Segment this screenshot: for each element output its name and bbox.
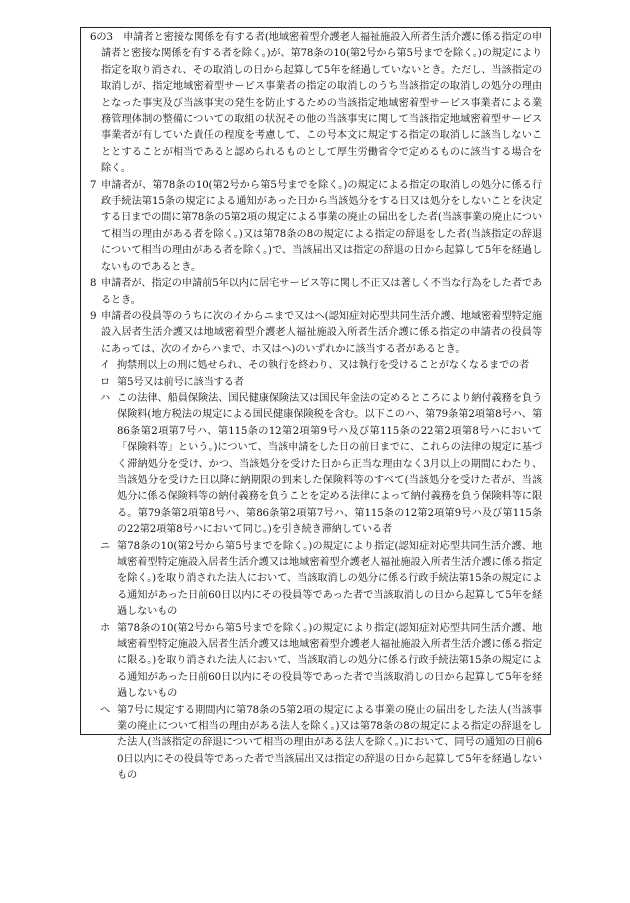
subclause-mark: ヘ xyxy=(100,704,111,716)
clause-9 xyxy=(90,309,542,358)
document-frame xyxy=(80,27,551,782)
subclause-ho xyxy=(90,621,542,703)
subclause-mark: イ xyxy=(100,360,111,372)
subclause-text: 第7号に規定する期間内に第78条の5第2項の規定による事業の廃止の届出をした法人(当該事業の廃止について相当の理由がある法人を除く。)又は第78条の8の規定による指定の辞退をした法人(当該指定の辞退について相当の理由がある法人を除く。)において、同号の通知の日前60日以内にその役員等であった者で当該届出又は指定の辞退の日から起算して5年を経過しないもの xyxy=(117,704,542,782)
subclause-text: 第5号又は前号に該当する者 xyxy=(117,376,244,388)
subclause-i xyxy=(90,358,542,374)
subclause-text: 第78条の10(第2号から第5号までを除く。)の規定により指定(認知症対応型共同生活介護、地域密着型特定施設入居者生活介護又は地域密着型介護老人福祉施設入所者生活介護に係る指定を除く。)を取り消された法人において、当該取消しの処分に係る行政手続法第15条の規定による通知があった日前60日以内にその役員等であった者で当該取消しの日から起算して5年を経過しないもの xyxy=(117,540,542,618)
subclause-mark: ロ xyxy=(100,376,111,388)
clause-text: 申請者が、第78条の10(第2号から第5号までを除く。)の規定による指定の取消しの処分に係る行政手続法第15条の規定による通知があった日から当該処分をする日又は処分をしないことを決定する日までの間に第78条の5第2項の規定による事業の廃止の届出をした者(当該事業の廃止について相当の理由がある者を除く。)又は第78条の8の規定による指定の辞退をした者(当該指定の辞退について相当の理由がある者を除く。)で、当該届出又は指定の辞退の日から起算して5年を経過しないものであるとき。 xyxy=(101,179,542,273)
subclause-text: 拘禁刑以上の刑に処せられ、その執行を終わり、又は執行を受けることがなくなるまでの者 xyxy=(117,360,530,372)
subclause-text: 第78条の10(第2号から第5号までを除く。)の規定により指定(認知症対応型共同生活介護、地域密着型特定施設入居者生活介護又は地域密着型介護老人福祉施設入所者生活介護に係る指定に限る。)を取り消された法人において、当該取消しの処分に係る行政手続法第15条の規定による通知があった日前60日以内にその役員等であった者で当該取消しの日から起算して5年を経過しないもの xyxy=(117,622,542,700)
clause-6-3 xyxy=(90,30,542,178)
clause-8 xyxy=(90,276,542,309)
subclause-mark: ニ xyxy=(100,540,111,552)
subclause-ro xyxy=(90,375,542,391)
subclause-he xyxy=(90,703,542,785)
subclause-mark: ホ xyxy=(100,622,111,634)
subclause-mark: ハ xyxy=(100,392,111,404)
subclause-ha xyxy=(90,391,542,539)
clause-number: 9 xyxy=(90,310,97,322)
subclause-ni xyxy=(90,539,542,621)
clause-number: 7 xyxy=(90,179,97,191)
subclause-text: この法律、船員保険法、国民健康保険法又は国民年金法の定めるところにより納付義務を負う保険料(地方税法の規定による国民健康保険税を含む。以下このハ、第79条第2項第8号ハ、第86条第2項第7号ハ、第115条の12第2項第9号ハ及び第115条の22第2項第8号ハにおいて「保険料等」という。)について、当該申請をした日の前日までに、これらの法律の規定に基づく滞納処分を受け、かつ、当該処分を受けた日から正当な理由なく3月以上の期間にわたり、当該処分を受けた日以降に納期限の到来した保険料等のすべて(当該処分を受けた者が、当該処分に係る保険料等の納付義務を負うことを定める法律によって納付義務を負う保険料等に限る。第79条第2項第8号ハ、第86条第2項第7号ハ、第115条の12第2項第9号ハ及び第115条の22第2項第8号ハにおいて同じ。)を引き続き滞納している者 xyxy=(117,392,542,536)
clause-text: 申請者が、指定の申請前5年以内に居宅サービス等に関し不正又は著しく不当な行為をした者であるとき。 xyxy=(101,278,542,306)
clause-number: 8 xyxy=(90,278,97,290)
clause-text: 6の3 申請者と密接な関係を有する者(地域密着型介護老人福祉施設入所者生活介護に係る指定の申請者と密接な関係を有する者を除く。)が、第78条の10(第2号から第5号までを除く。)の規定により指定を取り消され、その取消しの日から起算して5年を経過していないとき。ただし、当該指定の取消しが、指定地域密着型サービス事業者の指定の取消しのうち当該指定の取消しの処分の理由となった事実及び当該事実の発生を防止するための当該指定地域密着型サービス事業者による業務管理体制の整備についての取組の状況その他の当該事実に関して当該指定地域密着型サービス事業者が有していた責任の程度を考慮して、この号本文に規定する指定の取消しに該当しないこととすることが相当であると認められるものとして厚生労働省令で定めるものに該当する場合を除く。 xyxy=(90,32,542,175)
clause-text: 申請者の役員等のうちに次のイからニまで又はヘ(認知症対応型共同生活介護、地域密着型特定施設入居者生活介護又は地域密着型介護老人福祉施設入所者生活介護に係る指定の申請者の役員等にあっては、次のイからハまで、ホ又はヘ)のいずれかに該当する者があるとき。 xyxy=(101,310,542,355)
clause-7 xyxy=(90,178,542,276)
